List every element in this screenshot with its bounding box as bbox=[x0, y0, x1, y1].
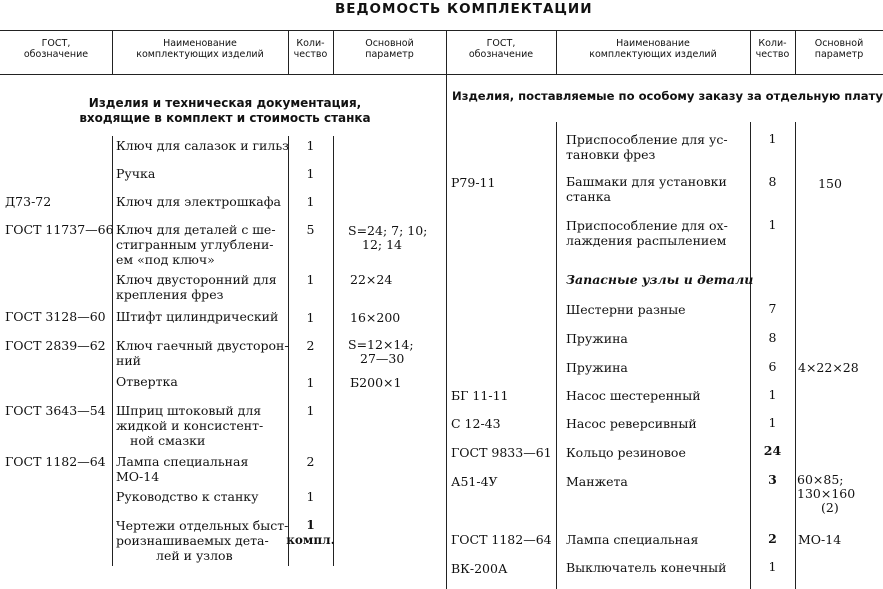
right-row-8-name: Кольцо резиновое bbox=[566, 445, 686, 460]
left-row-6-name: Ключ гаечный двусторон- ний bbox=[116, 338, 289, 368]
right-row-5-qty: 6 bbox=[768, 359, 777, 374]
left-row-3-gost: ГОСТ 11737—66 bbox=[5, 222, 114, 237]
right-row-0-name: Приспособление для ус- тановки фрез bbox=[566, 132, 728, 162]
right-row-6-name: Насос шестеренный bbox=[566, 388, 701, 403]
left-row-8-name: Шприц штоковый для жидкой и консистент- ной смазки bbox=[116, 403, 264, 448]
left-row-7-qty: 1 bbox=[306, 375, 315, 390]
right-row-0-qty: 1 bbox=[768, 131, 777, 146]
right-row-8-qty: 24 bbox=[763, 443, 782, 458]
left-row-5-name: Штифт цилиндрический bbox=[116, 309, 279, 324]
left-row-8-gost: ГОСТ 3643—54 bbox=[5, 403, 106, 418]
right-row-7-name: Насос реверсивный bbox=[566, 416, 697, 431]
left-row-9-gost: ГОСТ 1182—64 bbox=[5, 454, 106, 469]
col-divider bbox=[333, 136, 334, 566]
right-row-11-name: Выключатель конечный bbox=[566, 560, 727, 575]
left-row-11-name: Чертежи отдельных быст- роизнашиваемых дета- лей и узлов bbox=[116, 518, 289, 563]
right-row-9-qty: 3 bbox=[768, 472, 777, 487]
left-row-3-qty: 5 bbox=[306, 222, 315, 237]
left-row-4-qty: 1 bbox=[306, 272, 315, 287]
right-row-9-name: Манжета bbox=[566, 474, 628, 489]
right-row-7-qty: 1 bbox=[768, 415, 777, 430]
left-row-7-name: Отвертка bbox=[116, 374, 178, 389]
right-row-2-name: Приспособление для ох- лаждения распылением bbox=[566, 218, 728, 248]
header-gost: ГОСТ, обозначение bbox=[23, 38, 89, 60]
right-row-4-qty: 8 bbox=[768, 330, 777, 345]
right-section-title: Изделия, поставляемые по особому заказу за отдельную плату bbox=[452, 89, 883, 103]
half-divider bbox=[446, 30, 447, 589]
right-row-10-name: Лампа специальная bbox=[566, 532, 699, 547]
left-row-10-name: Руководство к станку bbox=[116, 489, 259, 504]
right-row-9-param: 60×85; 130×160 (2) bbox=[797, 472, 856, 515]
header-qty: Коли- чество bbox=[293, 38, 328, 60]
left-row-0-name: Ключ для салазок и гильз bbox=[116, 138, 289, 153]
right-row-1-param: 150 bbox=[818, 176, 842, 191]
left-row-9-name: Лампа специальная МО-14 bbox=[116, 454, 249, 484]
header-name: Наименование комплектующих изделий bbox=[589, 38, 717, 60]
left-row-11-qty: 1 компл. bbox=[286, 518, 335, 547]
left-row-4-param: 22×24 bbox=[350, 272, 393, 287]
col-divider bbox=[112, 136, 113, 566]
right-row-9-gost: А51-4У bbox=[451, 474, 498, 489]
left-row-2-gost: Д73-72 bbox=[5, 194, 52, 209]
right-row-4-name: Пружина bbox=[566, 331, 628, 346]
left-row-3-name: Ключ для деталей с ше- стигранным углублени- ем «под ключ» bbox=[116, 222, 276, 267]
right-row-6-qty: 1 bbox=[768, 387, 777, 402]
left-row-5-gost: ГОСТ 3128—60 bbox=[5, 309, 106, 324]
left-row-2-name: Ключ для электрошкафа bbox=[116, 194, 281, 209]
left-row-6-qty: 2 bbox=[306, 338, 315, 353]
right-row-1-gost: Р79-11 bbox=[451, 175, 496, 190]
left-row-9-qty: 2 bbox=[306, 454, 315, 469]
right-row-5-name: Пружина bbox=[566, 360, 628, 375]
right-row-8-gost: ГОСТ 9833—61 bbox=[451, 445, 552, 460]
right-row-10-gost: ГОСТ 1182—64 bbox=[451, 532, 552, 547]
left-row-2-qty: 1 bbox=[306, 194, 315, 209]
document-title: ВЕДОМОСТЬ КОМПЛЕКТАЦИИ bbox=[335, 1, 593, 17]
right-row-1-name: Башмаки для установки станка bbox=[566, 174, 727, 204]
right-row-7-gost: С 12-43 bbox=[451, 416, 501, 431]
left-row-1-name: Ручка bbox=[116, 166, 156, 181]
left-row-4-name: Ключ двусторонний для крепления фрез bbox=[116, 272, 277, 302]
left-row-6-gost: ГОСТ 2839—62 bbox=[5, 338, 106, 353]
left-row-5-qty: 1 bbox=[306, 310, 315, 325]
right-row-3-qty: 7 bbox=[768, 301, 777, 316]
left-row-6-param: S=12×14; 27—30 bbox=[348, 337, 414, 366]
right-row-11-gost: ВК-200А bbox=[451, 561, 508, 576]
right-row-1-qty: 8 bbox=[768, 174, 777, 189]
right-row-6-gost: БГ 11-11 bbox=[451, 388, 509, 403]
left-row-5-param: 16×200 bbox=[350, 310, 401, 325]
right-row-10-qty: 2 bbox=[768, 531, 777, 546]
left-row-3-param: S=24; 7; 10; 12; 14 bbox=[348, 223, 428, 252]
right-row-11-qty: 1 bbox=[768, 559, 777, 574]
right-row-10-param: МО-14 bbox=[798, 532, 842, 547]
right-row-5-param: 4×22×28 bbox=[798, 360, 859, 375]
left-row-1-qty: 1 bbox=[306, 166, 315, 181]
header-qty: Коли- чество bbox=[755, 38, 790, 60]
right-row-3-name: Шестерни разные bbox=[566, 302, 686, 317]
right-subsection-title: Запасные узлы и детали bbox=[566, 272, 754, 287]
left-section-title: Изделия и техническая документация, входящие в комплект и стоимость станка bbox=[79, 96, 371, 125]
left-row-0-qty: 1 bbox=[306, 138, 315, 153]
header-param: Основной параметр bbox=[365, 38, 414, 60]
header-gost: ГОСТ, обозначение bbox=[468, 38, 534, 60]
col-divider bbox=[750, 122, 751, 589]
left-row-7-param: Б200×1 bbox=[350, 375, 402, 390]
col-divider bbox=[556, 122, 557, 589]
header-name: Наименование комплектующих изделий bbox=[136, 38, 264, 60]
left-row-8-qty: 1 bbox=[306, 403, 315, 418]
right-row-2-qty: 1 bbox=[768, 217, 777, 232]
left-row-10-qty: 1 bbox=[306, 489, 315, 504]
header-bottom-rule bbox=[0, 74, 883, 75]
header-param: Основной параметр bbox=[814, 38, 864, 60]
col-divider bbox=[795, 122, 796, 589]
